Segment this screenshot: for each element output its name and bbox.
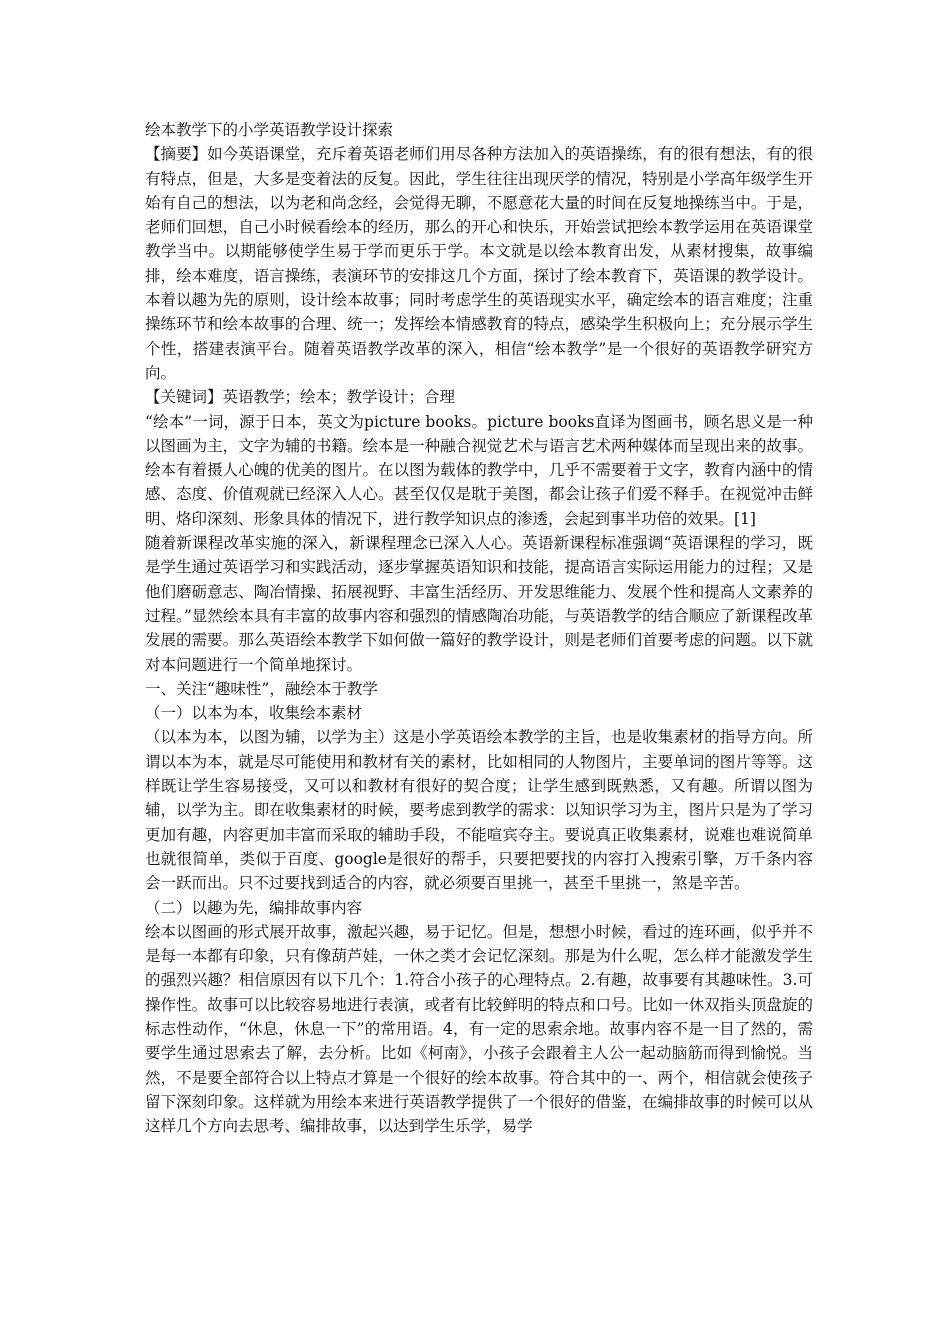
abstract-paragraph: 【摘要】如今英语课堂，充斥着英语老师们用尽各种方法加入的英语操练，有的很有想法，有的很有特点，但是，大多是变着法的反复。因此，学生往往出现厌学的情况，特别是小学高年级学生开始有自己的想法，以为老和尚念经，会觉得无聊，不愿意花大量的时间在反复地操练当中。于是，老师们回想，自己小时候看绘本的经历，那么的开心和快乐，开始尝试把绘本教学运用在英语课堂教学当中。以期能够使学生易于学而更乐于学。本文就是以绘本教育出发，从素材搜集，故事编排，绘本难度，语言操练，表演环节的安排这几个方面，探讨了绘本教育下，英语课的教学设计。本着以趣为先的原则，设计绘本故事；同时考虑学生的英语现实水平，确定绘本的语言难度；注重操练环节和绘本故事的合理、统一；发挥绘本情感教育的特点，感染学生积极向上；充分展示学生个性，搭建表演平台。随着英语教学改革的深入，相信“绘本教学”是一个很好的英语教学研究方向。 [145,145,813,382]
section-heading-1: 一、关注“趣味性”，融绘本于教学 [145,679,378,698]
curriculum-paragraph: 随着新课程改革实施的深入，新课程理念已深入人心。英语新课程标准强调“英语课程的学习，既是学生通过英语学习和实践活动，逐步掌握英语知识和技能，提高语言实际运用能力的过程；又是他们磨砺意志、陶冶情操、拓展视野、丰富生活经历、开发思维能力、发展个性和提高人文素养的过程。”显然绘本具有丰富的故事内容和强烈的情感陶冶功能，与英语教学的结合顺应了新课程改革发展的需要。那么英语绘本教学下如何做一篇好的教学设计，则是老师们首要考虑的问题。以下就对本问题进行一个简单地探讨。 [145,534,813,674]
document-body [145,118,813,1138]
story-paragraph: 绘本以图画的形式展开故事，激起兴趣，易于记忆。但是，想想小时候，看过的连环画，似乎并不是每一本都有印象，只有像葫芦娃，一休之类才会记忆深刻。那是为什么呢，怎么样才能激发学生的强烈兴趣？相信原因有以下几个：1.符合小孩子的心理特点。2.有趣，故事要有其趣味性。3.可操作性。故事可以比较容易地进行表演，或者有比较鲜明的特点和口号。比如一休双指头顶盘旋的标志性动作，“休息，休息一下”的常用语。4，有一定的思索余地。故事内容不是一目了然的，需要学生通过思索去了解，去分析。比如《柯南》，小孩子会跟着主人公一起动脑筋而得到愉悦。当然，不是要全部符合以上特点才算是一个很好的绘本故事。符合其中的一、两个，相信就会使孩子留下深刻印象。这样就为用绘本来进行英语教学提供了一个很好的借鉴，在编排故事的时候可以从这样几个方向去思考、编排故事，以达到学生乐学，易学 [145,922,813,1136]
intro-paragraph: “绘本”一词，源于日本，英文为picture books。picture books直译为图画书，顾名思义是一种以图画为主，文字为辅的书籍。绘本是一种融合视觉艺术与语言艺术两种媒体而呈现出来的故事。绘本有着摄人心魄的优美的图片。在以图为载体的教学中，几乎不需要着于文字，教育内涵中的情感、态度、价值观就已经深入人心。甚至仅仅是耽于美图，都会让孩子们爱不释手。在视觉冲击鲜明、烙印深刻、形象具体的情况下，进行教学知识点的渗透，会起到事半功倍的效果。[1] [145,412,813,528]
materials-paragraph: （以本为本，以图为辅，以学为主）这是小学英语绘本教学的主旨，也是收集素材的指导方向。所谓以本为本，就是尽可能使用和教材有关的素材，比如相同的人物图片，主要单词的图片等等。这样既让学生容易接受，又可以和教材有很好的契合度；让学生感到既熟悉，又有趣。所谓以图为辅，以学为主。即在收集素材的时候，要考虑到教学的需求：以知识学习为主，图片只是为了学习更加有趣，内容更加丰富而采取的辅助手段，不能喧宾夺主。要说真正收集素材，说难也难说简单也就很简单，类似于百度、google是很好的帮手，只要把要找的内容打入搜索引擎，万千条内容会一跃而出。只不过要找到适合的内容，就必须要百里挑一，甚至千里挑一，煞是辛苦。 [145,728,813,893]
subsection-heading-2: （二）以趣为先，编排故事内容 [145,898,363,917]
subsection-heading-1: （一）以本为本，收集绘本素材 [145,704,363,723]
keywords-line: 【关键词】英语教学；绘本；教学设计；合理 [145,388,456,407]
document-title: 绘本教学下的小学英语教学设计探索 [145,121,394,139]
